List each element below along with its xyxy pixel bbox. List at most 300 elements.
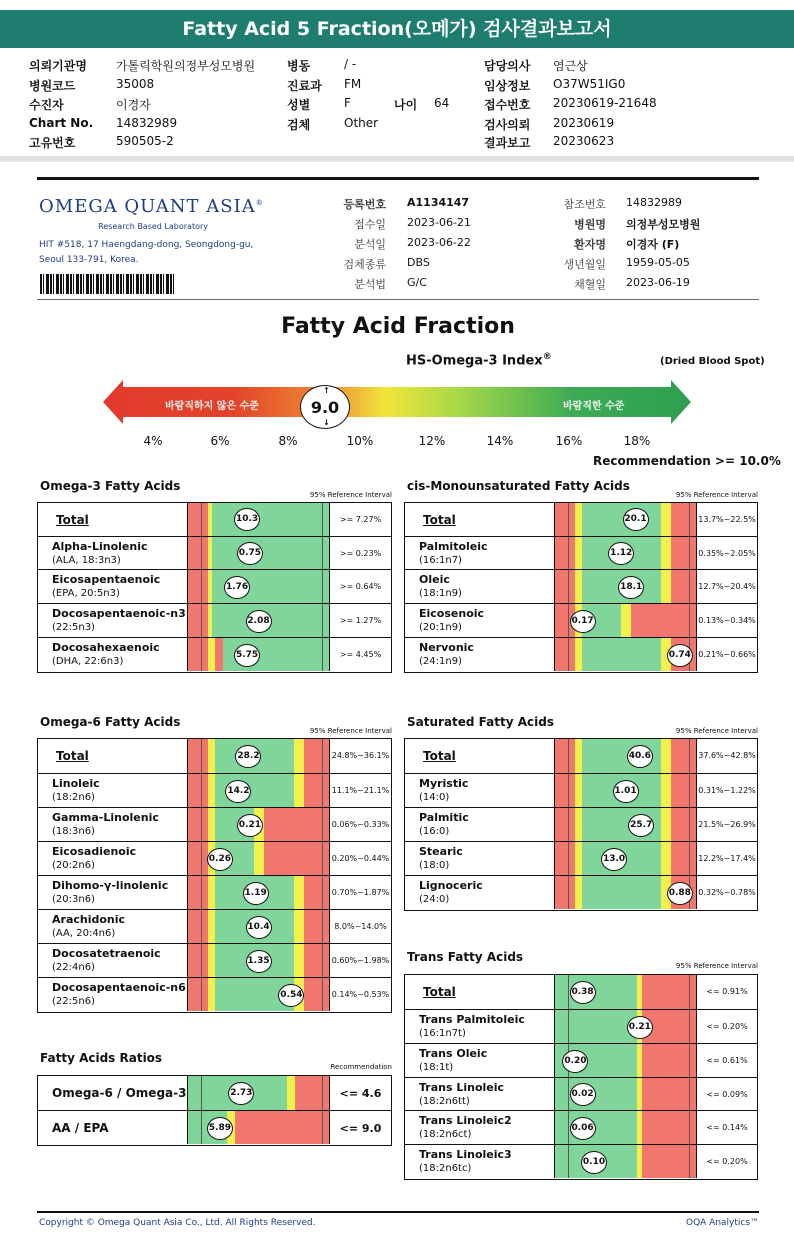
range-line <box>201 876 202 909</box>
range-line <box>201 537 202 569</box>
reference-range: 0.20%~0.44% <box>331 854 390 863</box>
row-sub: (24:1n9) <box>419 656 462 667</box>
reference-range: <= 0.20% <box>706 1157 748 1166</box>
reference-range: 21.5%~26.9% <box>698 820 756 829</box>
value-marker: 1.76 <box>224 576 250 599</box>
reference-range: <= 0.09% <box>706 1089 748 1099</box>
row-sub: (22:5n6) <box>52 996 95 1007</box>
zone-red <box>642 975 696 1009</box>
range-line <box>201 944 202 977</box>
zone-yellow <box>294 910 304 943</box>
info-label: 의뢰기관명 <box>29 59 87 73</box>
reference-range: <= 0.20% <box>706 1022 748 1031</box>
table-row <box>405 536 757 569</box>
value-marker: 14.2 <box>225 780 251 803</box>
row-name: Palmitoleic <box>419 540 488 553</box>
info-value: 590505-2 <box>116 134 174 148</box>
range-line <box>568 739 569 773</box>
value-marker: 1.01 <box>613 780 639 803</box>
barcode <box>40 274 174 294</box>
row-name: Total <box>56 512 89 527</box>
table-row <box>405 1009 757 1043</box>
zone-yellow <box>575 774 582 807</box>
range-line <box>201 842 202 875</box>
range-line <box>568 1111 569 1144</box>
reference-range: >= 0.23% <box>339 548 382 558</box>
range-line <box>689 1044 690 1077</box>
range-line <box>322 774 323 807</box>
row-sub: (AA, 20:4n6) <box>52 928 116 939</box>
value-marker: 10.3 <box>234 508 260 531</box>
range-line <box>322 978 323 1011</box>
reference-range: 8.0%~14.0% <box>334 922 387 931</box>
table-row <box>405 503 757 536</box>
row-sub: (14:0) <box>419 792 450 803</box>
zone-yellow <box>208 876 215 909</box>
ref-interval-header: Recommendation <box>330 1063 392 1071</box>
table-row <box>38 503 391 536</box>
reg-label: 접수일 <box>354 218 386 231</box>
row-name: Trans Linoleic3 <box>419 1148 512 1161</box>
info-value: Other <box>344 116 379 130</box>
info-label: 검사의뢰 <box>484 118 531 132</box>
panel-title: Fatty Acids Ratios <box>40 1051 163 1065</box>
range-line <box>201 774 202 807</box>
zone-red <box>188 978 208 1011</box>
info-value: 20230619-21648 <box>553 96 657 110</box>
value-marker: 25.7 <box>628 814 654 837</box>
range-line <box>201 570 202 603</box>
ref-value: 의정부성모병원 <box>626 218 701 231</box>
row-name: Docosapentaenoic-n3 <box>52 607 186 620</box>
zone-yellow <box>575 570 582 603</box>
range-line <box>568 638 569 671</box>
zone-yellow <box>575 638 582 671</box>
reference-range: 0.60%~1.98% <box>331 956 390 965</box>
info-label: Chart No. <box>29 116 94 130</box>
row-sub: (18:1t) <box>419 1062 454 1073</box>
ref-value: 2023-06-19 <box>626 276 690 289</box>
info-value: 64 <box>434 96 450 110</box>
lab-address: Seoul 133-791, Korea. <box>39 255 139 265</box>
row-name: Total <box>423 985 456 999</box>
row-sub: (20:1n9) <box>419 622 462 633</box>
ref-label: 참조번호 <box>563 198 606 211</box>
table-row <box>38 1110 391 1144</box>
zone-red <box>304 739 329 773</box>
value-marker: 0.38 <box>570 981 596 1004</box>
row-name: Total <box>423 749 456 763</box>
info-value: 이경자 <box>116 98 151 112</box>
range-line <box>568 604 569 637</box>
row-sub: (22:4n6) <box>52 962 95 973</box>
zone-yellow <box>208 739 215 773</box>
reference-range: <= 9.0 <box>339 1121 382 1135</box>
value-marker: 10.4 <box>246 916 272 939</box>
range-line <box>201 638 202 671</box>
ref-label: 생년월일 <box>563 258 606 271</box>
range-bar <box>187 570 330 603</box>
row-name: Docosahexaenoic <box>52 641 160 654</box>
zone-red <box>555 739 575 773</box>
reference-range: 37.6%~42.8% <box>698 751 756 760</box>
range-line <box>689 1111 690 1144</box>
value-marker: 2.73 <box>228 1082 254 1105</box>
zone-yellow <box>661 774 671 807</box>
zone-yellow <box>294 774 304 807</box>
reg-label: 분석일 <box>354 238 386 251</box>
zone-yellow <box>208 978 215 1011</box>
row-name: Lignoceric <box>419 879 483 892</box>
zone-red <box>642 1078 696 1110</box>
recommendation: Recommendation >= 10.0% <box>593 454 781 468</box>
info-label: 수진자 <box>29 98 64 112</box>
info-value: 35008 <box>116 77 155 91</box>
zone-red <box>671 739 696 773</box>
reference-range: 0.32%~0.78% <box>698 888 756 897</box>
row-name: Nervonic <box>419 641 474 654</box>
zone-green <box>212 503 329 536</box>
zone-red <box>188 570 208 603</box>
row-name: AA / EPA <box>52 1121 109 1135</box>
row-name: Omega-6 / Omega-3 <box>52 1086 187 1100</box>
range-line <box>568 808 569 841</box>
row-name: Total <box>423 512 456 527</box>
reference-range: 0.13%~0.34% <box>698 616 756 625</box>
info-label: 병원코드 <box>29 79 76 93</box>
zone-red <box>235 1111 329 1144</box>
ref-value: 14832989 <box>626 196 682 209</box>
range-bar <box>187 1076 330 1110</box>
reference-range: <= 0.91% <box>706 987 748 996</box>
reference-range: 12.7%~20.4% <box>698 582 756 591</box>
range-line <box>322 604 323 637</box>
ref-value: 이경자 (F) <box>626 238 680 251</box>
zone-red <box>642 1044 696 1077</box>
zone-yellow <box>661 570 671 603</box>
value-marker: 0.54 <box>278 984 304 1007</box>
zone-yellow <box>208 808 215 841</box>
table-row <box>405 1110 757 1144</box>
table-row <box>38 1076 391 1110</box>
row-name: Stearic <box>419 845 463 858</box>
range-line <box>568 774 569 807</box>
zone-red <box>671 537 696 569</box>
value-marker: 1.12 <box>608 542 634 565</box>
ref-interval-header: 95% Reference Interval <box>309 727 392 735</box>
info-label: 결과보고 <box>484 136 531 150</box>
reference-range: >= 1.27% <box>339 616 382 625</box>
brand: OQA Analytics™ <box>686 1218 760 1228</box>
zone-red <box>555 808 575 841</box>
range-line <box>201 503 202 536</box>
range-bar <box>554 808 697 841</box>
reg-label: 분석법 <box>354 278 386 291</box>
table-row <box>405 1144 757 1178</box>
row-name: Gamma-Linolenic <box>52 811 159 824</box>
row-name: Oleic <box>419 573 450 586</box>
zone-yellow <box>661 537 671 569</box>
table-row <box>38 603 391 637</box>
panel-title: cis-Monounsaturated Fatty Acids <box>407 479 630 493</box>
row-sub: (20:3n6) <box>52 894 95 905</box>
value-marker: 0.20 <box>562 1050 588 1073</box>
panel-title: Trans Fatty Acids <box>407 950 524 964</box>
zone-red <box>188 503 208 536</box>
zone-red <box>264 842 329 875</box>
table-row <box>405 739 757 773</box>
zone-red <box>304 944 329 977</box>
reference-range: <= 0.61% <box>706 1056 748 1065</box>
range-line <box>689 1145 690 1178</box>
panel-omega3 <box>37 502 392 673</box>
row-sub: (18:2n6tc) <box>419 1163 472 1174</box>
range-line <box>322 808 323 841</box>
info-value: 14832989 <box>116 116 178 130</box>
range-line <box>201 978 202 1011</box>
value-marker: 5.89 <box>207 1117 233 1140</box>
zone-red <box>642 1111 696 1144</box>
info-value: O37W51IG0 <box>553 77 626 91</box>
row-name: Eicosapentaenoic <box>52 573 161 586</box>
reg-value: DBS <box>407 256 430 269</box>
index-tick: 4% <box>143 434 163 448</box>
zone-red <box>555 638 575 671</box>
value-marker: 0.21 <box>237 814 263 837</box>
range-line <box>689 1078 690 1110</box>
zone-yellow <box>575 808 582 841</box>
range-line <box>322 842 323 875</box>
info-label: 접수번호 <box>484 98 531 112</box>
range-line <box>689 808 690 841</box>
panel-title: Saturated Fatty Acids <box>407 715 554 729</box>
range-line <box>689 1010 690 1043</box>
zone-red <box>304 910 329 943</box>
ref-interval-header: 95% Reference Interval <box>675 727 758 735</box>
row-name: Trans Oleic <box>419 1047 488 1060</box>
value-marker: 0.21 <box>627 1016 653 1039</box>
zone-yellow <box>208 944 215 977</box>
row-name: Alpha-Linolenic <box>52 540 148 553</box>
zone-red <box>555 570 575 603</box>
info-value: 20230619 <box>553 116 615 130</box>
zone-red <box>671 503 696 536</box>
zone-green <box>582 503 661 536</box>
range-line <box>201 910 202 943</box>
range-line <box>322 944 323 977</box>
range-bar <box>187 978 330 1011</box>
info-value: F <box>344 96 351 110</box>
zone-red <box>188 842 208 875</box>
info-label: 검체 <box>287 118 311 132</box>
range-line <box>201 1076 202 1110</box>
value-marker: 2.08 <box>246 610 272 633</box>
table-row <box>38 536 391 569</box>
table-row <box>38 637 391 671</box>
panel-sat <box>404 738 758 911</box>
reference-range: 0.14%~0.53% <box>331 990 390 999</box>
row-sub: (18:3n6) <box>52 826 95 837</box>
zone-yellow <box>254 842 264 875</box>
table-row <box>405 975 757 1009</box>
range-line <box>322 1076 323 1110</box>
panel-trans <box>404 974 758 1180</box>
zone-red <box>188 944 208 977</box>
value-marker: 5.75 <box>234 644 260 667</box>
row-name: Docosatetraenoic <box>52 947 161 960</box>
value-marker: 1.19 <box>243 882 269 905</box>
lab-tagline: Research Based Laboratory <box>98 222 208 231</box>
zone-red <box>555 537 575 569</box>
reference-range: 12.2%~17.4% <box>698 854 756 863</box>
table-row <box>405 841 757 875</box>
row-sub: (DHA, 22:6n3) <box>52 656 124 667</box>
zone-yellow <box>575 739 582 773</box>
zone-yellow <box>661 739 671 773</box>
range-line <box>689 503 690 536</box>
range-line <box>568 1145 569 1178</box>
zone-red <box>188 876 208 909</box>
row-sub: (16:1n7) <box>419 555 462 566</box>
zone-yellow <box>575 537 582 569</box>
zone-green <box>582 638 661 671</box>
index-marker: ↑ 9.0 ↓ <box>300 385 350 429</box>
zone-yellow <box>294 944 304 977</box>
zone-red <box>215 638 223 671</box>
reference-range: >= 0.64% <box>339 582 382 591</box>
zone-red <box>188 604 208 637</box>
reg-value: 2023-06-22 <box>407 236 471 249</box>
table-row <box>405 1077 757 1110</box>
reference-range: 0.21%~0.66% <box>698 650 756 659</box>
sample-type: (Dried Blood Spot) <box>660 356 765 367</box>
zone-red <box>631 604 696 637</box>
range-line <box>689 739 690 773</box>
lab-address: HIT #518, 17 Haengdang-dong, Seongdong-gu, <box>39 240 254 250</box>
zone-red <box>555 842 575 875</box>
range-line <box>568 570 569 603</box>
ref-label: 채혈일 <box>574 278 606 291</box>
zone-yellow <box>621 604 631 637</box>
row-sub: (22:5n3) <box>52 622 95 633</box>
range-bar <box>554 739 697 773</box>
info-label: 성별 <box>287 98 311 112</box>
table-row <box>38 943 391 977</box>
table-row <box>38 569 391 603</box>
range-line <box>568 503 569 536</box>
report-title: Fatty Acid 5 Fraction(오메가) 검사결과보고서 <box>0 10 794 48</box>
range-line <box>201 1111 202 1144</box>
reference-range: 0.35%~2.05% <box>698 548 756 558</box>
divider <box>37 299 759 300</box>
reference-range: 0.06%~0.33% <box>331 820 390 829</box>
info-value: / - <box>344 57 357 71</box>
range-line <box>568 1010 569 1043</box>
reference-range: 24.8%~36.1% <box>331 751 390 760</box>
ref-label: 병원명 <box>574 218 606 231</box>
zone-red <box>188 910 208 943</box>
row-name: Trans Palmitoleic <box>419 1013 525 1026</box>
row-sub: (16:1n7t) <box>419 1028 466 1039</box>
row-name: Trans Linoleic2 <box>419 1114 512 1127</box>
info-label: 임상정보 <box>484 79 531 93</box>
row-name: Palmitic <box>419 811 469 824</box>
reference-range: <= 4.6 <box>339 1086 382 1100</box>
panel-omega6 <box>37 738 392 1013</box>
value-marker: 28.2 <box>235 745 261 768</box>
zone-red <box>642 1145 696 1178</box>
reference-range: <= 0.14% <box>706 1123 748 1132</box>
reg-value: G/C <box>407 276 427 289</box>
ref-value: 1959-05-05 <box>626 256 690 269</box>
range-line <box>322 503 323 536</box>
row-sub: (20:2n6) <box>52 860 95 871</box>
zone-red <box>555 774 575 807</box>
zone-yellow <box>661 808 671 841</box>
table-row <box>405 875 757 909</box>
value-marker: 0.17 <box>570 610 596 633</box>
zone-red <box>264 808 329 841</box>
reference-range: >= 7.27% <box>339 514 382 524</box>
reference-range: >= 4.45% <box>339 650 382 659</box>
reg-value: A1134147 <box>407 196 470 209</box>
info-label: 진료과 <box>287 79 322 93</box>
index-tick: 12% <box>418 434 446 448</box>
row-name: Arachidonic <box>52 913 126 926</box>
reg-label: 검체종류 <box>343 258 386 271</box>
table-row <box>405 807 757 841</box>
table-row <box>405 569 757 603</box>
row-name: Total <box>56 749 89 763</box>
zone-red <box>555 876 575 909</box>
desirable-label: 바람직한 수준 <box>563 401 625 412</box>
range-bar <box>554 1010 697 1043</box>
copyright: Copyright © Omega Quant Asia Co., Ltd. All Rights Reserved. <box>39 1218 316 1228</box>
range-line <box>201 808 202 841</box>
ref-interval-header: 95% Reference Interval <box>675 491 758 499</box>
table-row <box>38 977 391 1011</box>
value-marker: 0.88 <box>667 882 693 905</box>
table-row <box>405 637 757 671</box>
range-line <box>689 774 690 807</box>
ref-label: 환자명 <box>574 238 606 251</box>
zone-red <box>188 739 208 773</box>
row-sub: (18:2n6tt) <box>419 1096 470 1107</box>
row-sub: (18:2n6) <box>52 792 95 803</box>
panel-title: Omega-6 Fatty Acids <box>40 715 181 729</box>
range-bar <box>187 774 330 807</box>
zone-yellow <box>575 842 582 875</box>
zone-green <box>582 876 661 909</box>
zone-red <box>295 1076 329 1110</box>
table-row <box>38 807 391 841</box>
info-value: 가톨릭학원의정부성모병원 <box>116 59 256 73</box>
range-line <box>322 638 323 671</box>
range-line <box>689 842 690 875</box>
reference-range: 0.31%~1.22% <box>698 786 756 795</box>
zone-red <box>304 876 329 909</box>
reference-range: 0.70%~1.87% <box>331 888 390 897</box>
zone-yellow <box>294 739 304 773</box>
reg-label: 등록번호 <box>343 198 386 211</box>
panel-title: Omega-3 Fatty Acids <box>40 479 181 493</box>
zone-yellow <box>661 842 671 875</box>
value-marker: 20.1 <box>623 508 649 531</box>
ref-interval-header: 95% Reference Interval <box>309 491 392 499</box>
table-row <box>38 909 391 943</box>
range-line <box>689 570 690 603</box>
zone-red <box>671 570 696 603</box>
